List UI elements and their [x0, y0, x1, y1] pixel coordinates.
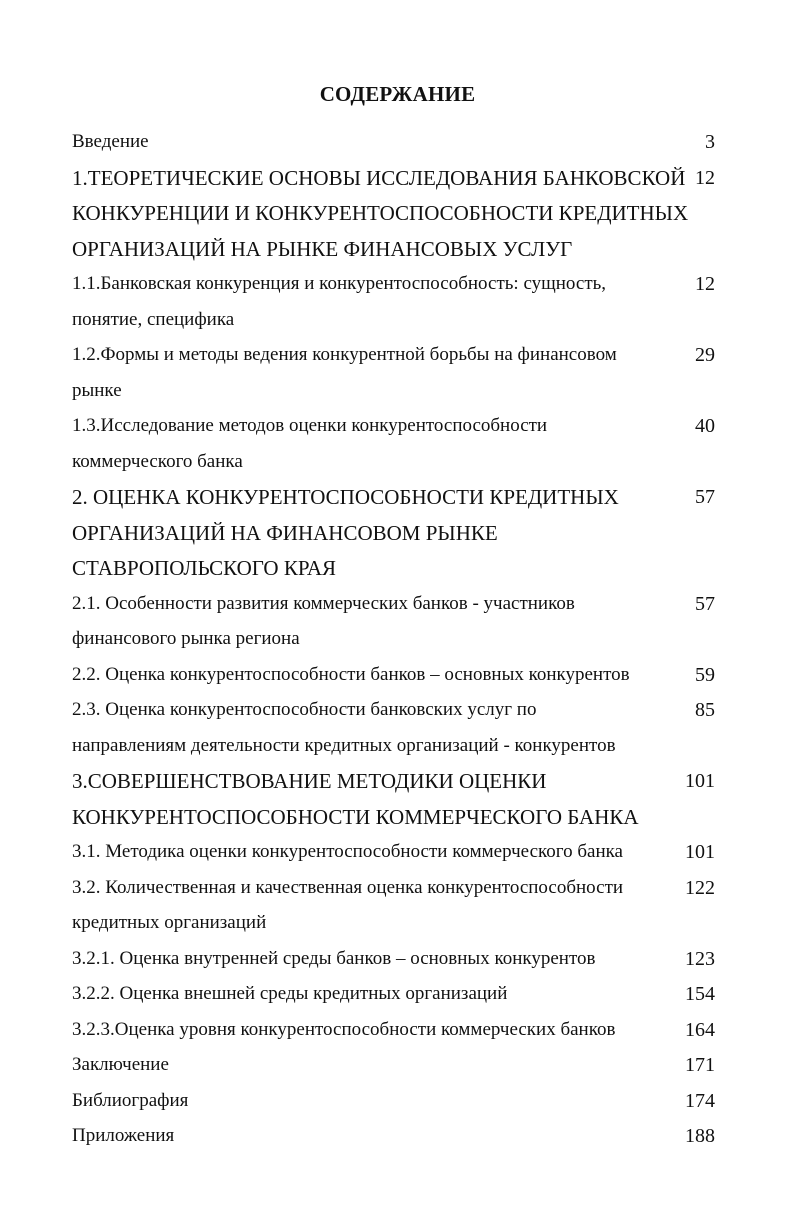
toc-entry-line: ОРГАНИЗАЦИЙ НА РЫНКЕ ФИНАНСОВЫХ УСЛУГ: [72, 236, 573, 261]
toc-entry-line: КОНКУРЕНЦИИ И КОНКУРЕНТОСПОСОБНОСТИ КРЕДИТНЫХ: [72, 201, 689, 225]
toc-entry-line: рынке: [72, 379, 122, 401]
toc-page-number: 171: [685, 1054, 715, 1076]
toc-entry-line: 3.2.2. Оценка внешней среды кредитных организаций: [72, 983, 508, 1004]
toc-entry-line: 2.2. Оценка конкурентоспособности банков – основных конкурентов: [72, 663, 630, 685]
toc-page-number: 57: [695, 592, 715, 615]
toc-entry-line: Приложения: [72, 1125, 175, 1146]
toc-entry-line: 2.1. Особенности развития коммерческих банков - участников: [72, 592, 575, 614]
toc-page-number: 101: [685, 770, 715, 792]
toc-entry-line: КОНКУРЕНТОСПОСОБНОСТИ КОММЕРЧЕСКОГО БАНКА: [72, 804, 639, 829]
toc-entry-line: 1.2.Формы и методы ведения конкурентной борьбы на финансовом: [72, 344, 617, 365]
toc-entry-line: Заключение: [72, 1054, 169, 1075]
toc-page-number: 12: [695, 273, 715, 295]
toc-entry-line: 1.1.Банковская конкуренция и конкурентоспособность: сущность,: [72, 273, 607, 294]
toc-page-number: 164: [685, 1018, 715, 1041]
page-title: СОДЕРЖАНИЕ: [319, 82, 476, 106]
toc-entry-line: 3.1. Методика оценки конкурентоспособности коммерческого банка: [72, 841, 623, 862]
toc-page-number: 57: [695, 486, 715, 508]
toc-page-number: 188: [685, 1125, 715, 1147]
toc-page-number: 40: [695, 415, 715, 437]
toc-entry-line: 3.2.3.Оценка уровня конкурентоспособности коммерческих банков: [72, 1018, 616, 1040]
toc-entry-line: финансового рынка региона: [72, 628, 300, 649]
toc-entry-line: кредитных организаций: [72, 912, 267, 933]
toc-page-number: 122: [685, 876, 715, 899]
toc-page-number: 85: [695, 699, 715, 721]
toc-entry-line: 2. ОЦЕНКА КОНКУРЕНТОСПОСОБНОСТИ КРЕДИТНЫХ: [72, 485, 619, 509]
toc-entry-line: 3.СОВЕРШЕНСТВОВАНИЕ МЕТОДИКИ ОЦЕНКИ: [72, 769, 547, 793]
toc-entry-line: Библиография: [72, 1089, 189, 1111]
toc-entry-line: СТАВРОПОЛЬСКОГО КРАЯ: [72, 556, 336, 580]
toc-page-number: 174: [685, 1089, 715, 1112]
toc-entry-line: Введение: [72, 131, 149, 152]
toc-page-number: 3: [705, 131, 715, 153]
toc-entry-line: направлениям деятельности кредитных организаций - конкурентов: [72, 734, 616, 756]
toc-entry-line: 1.3.Исследование методов оценки конкурентоспособности: [72, 415, 548, 436]
toc-entry-line: коммерческого банка: [72, 450, 243, 472]
toc-page-number: 12: [695, 166, 715, 189]
toc-entry-line: ОРГАНИЗАЦИЙ НА ФИНАНСОВОМ РЫНКЕ: [72, 520, 498, 545]
toc-entry-line: понятие, специфика: [72, 308, 235, 330]
toc-page-number: 59: [695, 663, 715, 686]
toc-entry-line: 3.2. Количественная и качественная оценка конкурентоспособности: [72, 876, 624, 898]
toc-page-number: 123: [685, 947, 715, 970]
toc-entry-line: 1.ТЕОРЕТИЧЕСКИЕ ОСНОВЫ ИССЛЕДОВАНИЯ БАНКОВСКОЙ: [72, 165, 686, 190]
toc-entry-line: 3.2.1. Оценка внутренней среды банков – основных конкурентов: [72, 947, 596, 969]
toc-page-number: 29: [695, 344, 715, 366]
toc-page-number: 101: [685, 841, 715, 863]
toc-entry-line: 2.3. Оценка конкурентоспособности банковских услуг по: [72, 699, 537, 720]
toc-page-number: 154: [685, 983, 715, 1005]
